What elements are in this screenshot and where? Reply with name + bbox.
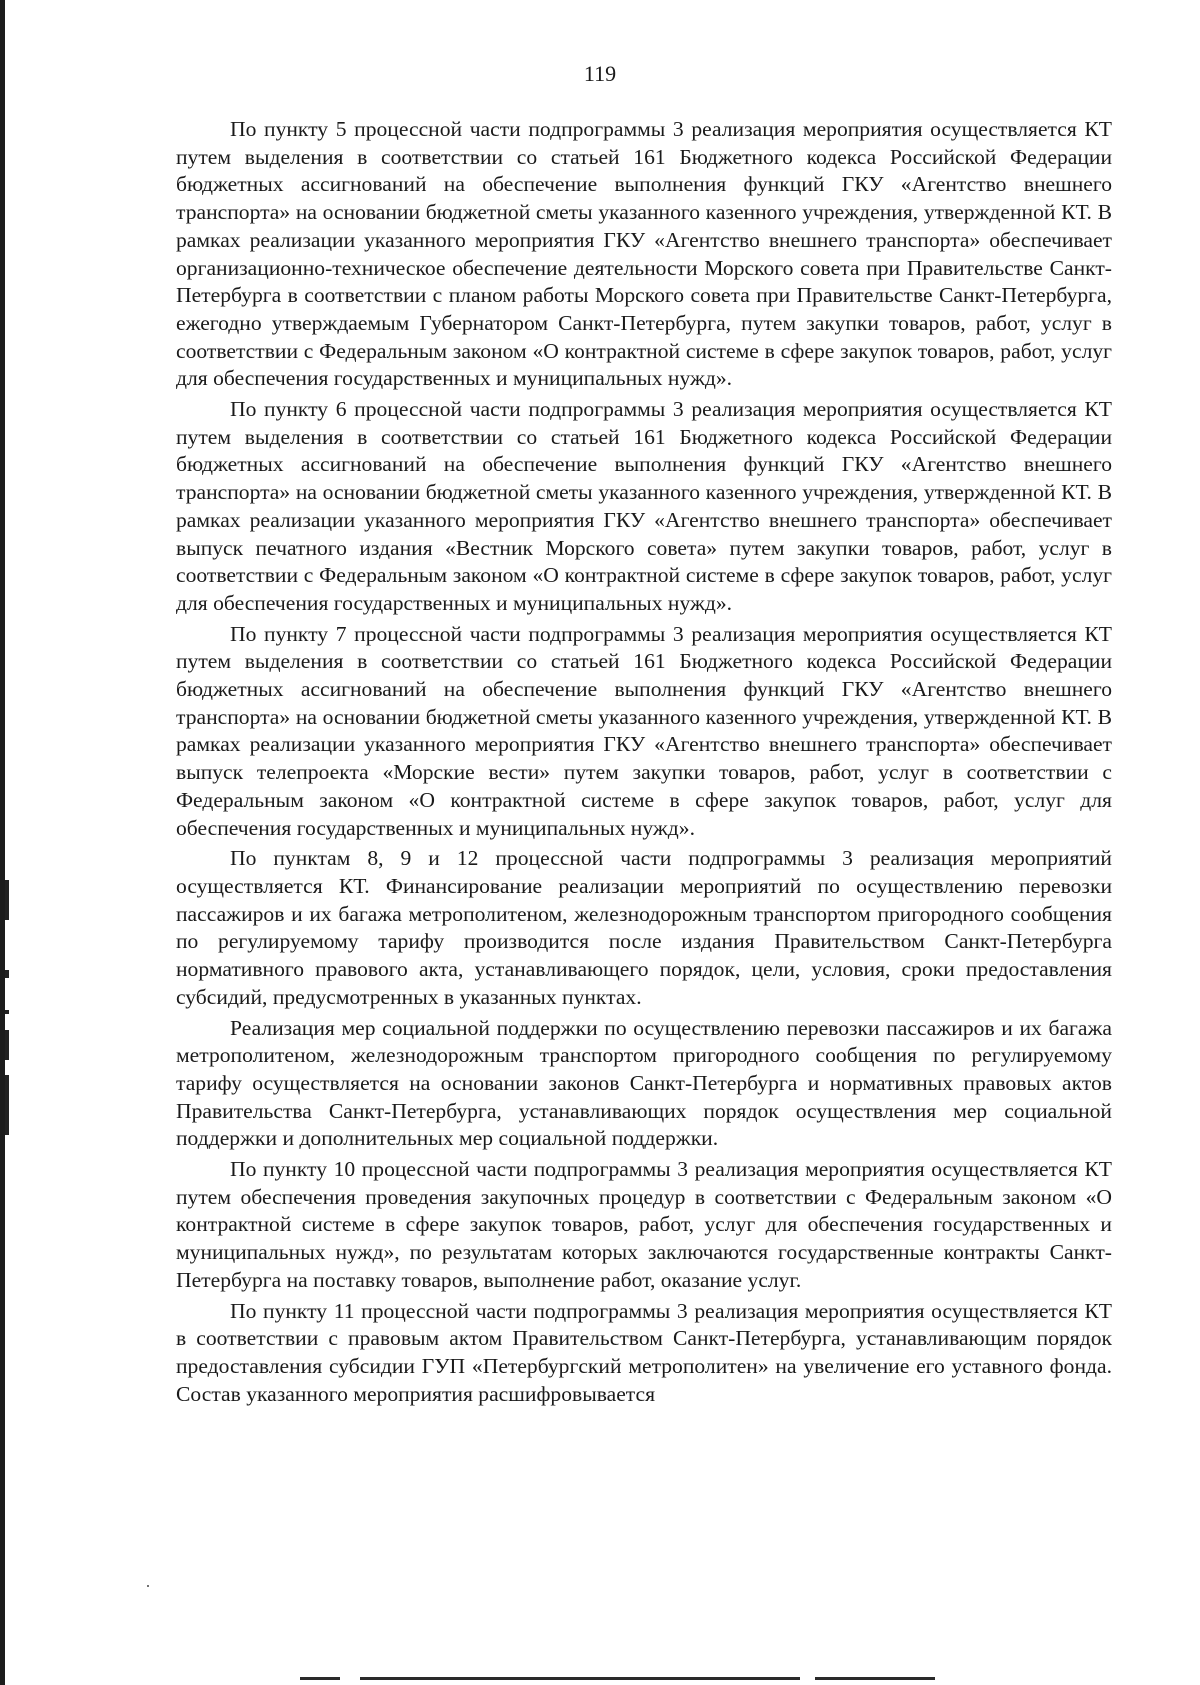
paragraph-item-11: По пункту 11 процессной части подпрограммы 3 реализация мероприятия осуществляется КТ в соответствии с правовым актом Правительством Санкт-Петербурга, устанавливающим порядок предоставления субсидии ГУП «Петербургский метрополитен» на увеличение его уставного фонда. Состав указанного мероприятия расшифровывается: [176, 1298, 1112, 1406]
scan-edge-marks: [5, 880, 11, 1180]
paragraph-item-7: По пункту 7 процессной части подпрограммы 3 реализация мероприятия осуществляется КТ путем выделения в соответствии со статьей 161 Бюджетного кодекса Российской Федерации бюджетных ассигнований на обеспечение выполнения функций ГКУ «Агентство внешнего транспорта» на основании бюджетной сметы указанного казенного учреждения, утвержденной КТ. В рамках реализации указанного мероприятия ГКУ «Агентство внешнего транспорта» обеспечивает выпуск телепроекта «Морские вести» путем закупки товаров, работ, услуг в соответствии с Федеральным законом «О контрактной системе в сфере закупок товаров, работ, услуг для обеспечения государственных и муниципальных нужд».: [176, 621, 1112, 840]
cut-off-text-line: [815, 1677, 935, 1680]
cut-off-text-line: [360, 1677, 800, 1680]
page-number: 119: [583, 61, 617, 86]
paragraph-items-8-9-12: По пунктам 8, 9 и 12 процессной части подпрограммы 3 реализация мероприятий осуществляется КТ. Финансирование реализации мероприятий по осуществлению перевозки пассажиров и их багажа метрополитеном, железнодорожным транспортом пригородного сообщения по регулируемому тарифу производится после издания Правительством Санкт-Петербурга нормативного правового акта, устанавливающего порядок, цели, условия, сроки предоставления субсидий, предусмотренных в указанных пунктах.: [176, 846, 1112, 1009]
cut-off-text-line: [300, 1677, 340, 1680]
paragraph-item-6: По пункту 6 процессной части подпрограммы 3 реализация мероприятия осуществляется КТ путем выделения в соответствии со статьей 161 Бюджетного кодекса Российской Федерации бюджетных ассигнований на обеспечение выполнения функций ГКУ «Агентство внешнего транспорта» на основании бюджетной сметы указанного казенного учреждения, утвержденной КТ. В рамках реализации указанного мероприятия ГКУ «Агентство внешнего транспорта» обеспечивает выпуск печатного издания «Вестник Морского совета» путем закупки товаров, работ, услуг в соответствии с Федеральным законом «О контрактной системе в сфере закупок товаров, работ, услуг для обеспечения государственных и муниципальных нужд».: [176, 397, 1112, 615]
scan-speck: [147, 1585, 149, 1587]
paragraph-social-support: Реализация мер социальной поддержки по осуществлению перевозки пассажиров и их багажа метрополитеном, железнодорожным транспортом пригородного сообщения по регулируемому тарифу осуществляется на основании законов Санкт-Петербурга и нормативных правовых актов Правительства Санкт-Петербурга, устанавливающих порядок осуществления мер социальной поддержки и дополнительных мер социальной поддержки.: [176, 1015, 1112, 1151]
document-body: [176, 116, 1112, 1408]
paragraph-item-5: По пункту 5 процессной части подпрограммы 3 реализация мероприятия осуществляется КТ путем выделения в соответствии со статьей 161 Бюджетного кодекса Российской Федерации бюджетных ассигнований на обеспечение выполнения функций ГКУ «Агентство внешнего транспорта» на основании бюджетной сметы указанного казенного учреждения, утвержденной КТ. В рамках реализации указанного мероприятия ГКУ «Агентство внешнего транспорта» обеспечивает организационно-техническое обеспечение деятельности Морского совета при Правительстве Санкт-Петербурга в соответствии с планом работы Морского совета при Правительстве Санкт-Петербурга, ежегодно утверждаемым Губернатором Санкт-Петербурга, путем закупки товаров, работ, услуг в соответствии с Федеральным законом «О контрактной системе в сфере закупок товаров, работ, услуг для обеспечения государственных и муниципальных нужд».: [176, 117, 1112, 391]
scan-edge-left: [0, 0, 5, 1685]
paragraph-item-10: По пункту 10 процессной части подпрограммы 3 реализация мероприятия осуществляется КТ путем обеспечения проведения закупочных процедур в соответствии с Федеральным законом «О контрактной системе в сфере закупок товаров, работ, услуг для обеспечения государственных и муниципальных нужд», по результатам которых заключаются государственные контракты Санкт-Петербурга на поставку товаров, выполнение работ, оказание услуг.: [176, 1157, 1112, 1292]
